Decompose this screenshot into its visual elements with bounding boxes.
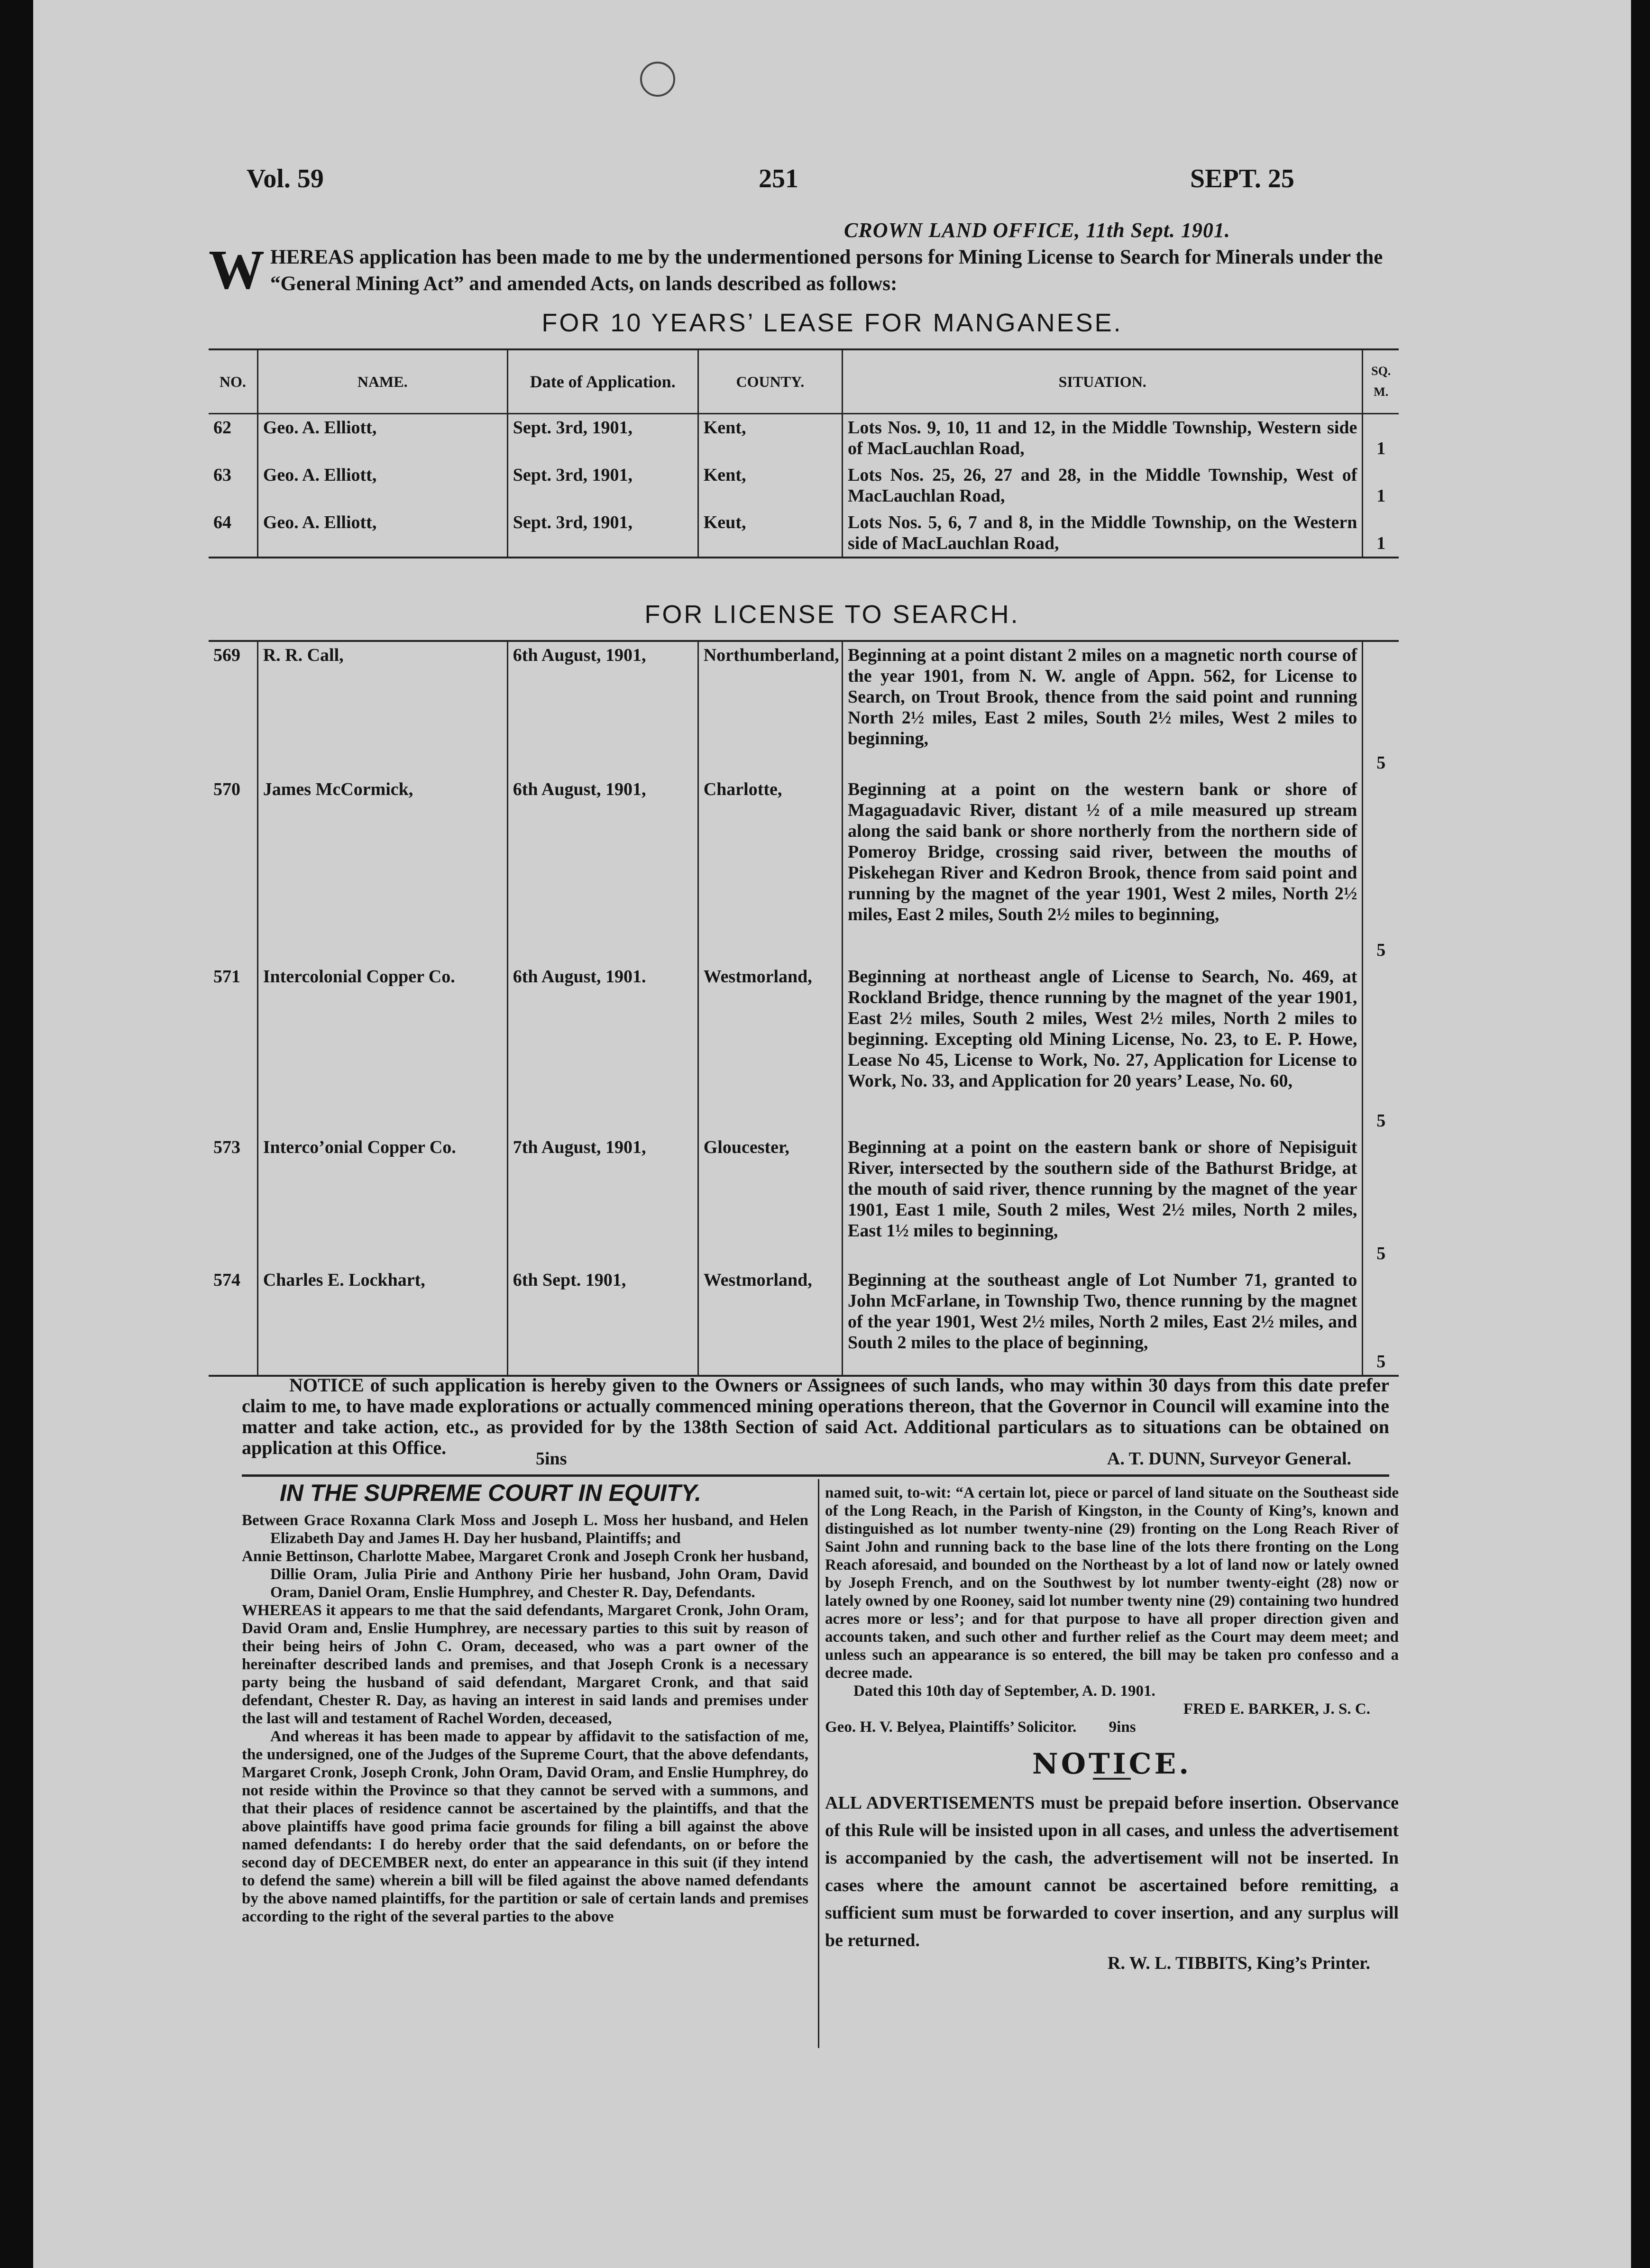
row-sqm: 1 <box>1363 462 1399 509</box>
row-name: Geo. A. Elliott, <box>257 509 507 558</box>
row-date: 6th August, 1901. <box>507 963 698 1134</box>
row-county: Westmorland, <box>698 1267 842 1376</box>
row-name: Geo. A. Elliott, <box>257 414 507 462</box>
court-title: IN THE SUPREME COURT IN EQUITY. <box>280 1480 702 1506</box>
row-county: Gloucester, <box>698 1134 842 1267</box>
row-date: Sept. 3rd, 1901, <box>507 462 698 509</box>
column-divider <box>818 1479 819 2048</box>
solicitor-line <box>825 1718 1399 1736</box>
mining-notice-paragraph: NOTICE of such application is hereby given to the Owners or Assignees of such lands, who may within 30 days from this date prefer claim to me, to have made explorations or actually commenced mining operations thereon, that the Governor in Council will examine into the matter and take action, etc., as provided for by the 138th Section of said Act. Additional particulars as to situations can be obtained on application at this Office. <box>242 1374 1389 1458</box>
row-name: R. R. Call, <box>257 641 507 776</box>
judge-signature: FRED E. BARKER, J. S. C. <box>1183 1701 1370 1718</box>
row-situation: Beginning at a point distant 2 miles on a magnetic north course of the year 1901, from N. W. angle of Appn. 562, for License to Search, on Trout Brook, thence from the said point and running North 2½ miles, East 2 miles, South 2½ miles, West 2 miles to beginning, <box>842 641 1362 776</box>
row-county: Kent, <box>698 462 842 509</box>
row-name: Geo. A. Elliott, <box>257 462 507 509</box>
row-date: 6th August, 1901, <box>507 641 698 776</box>
table-row <box>209 776 1399 963</box>
office-dateline: CROWN LAND OFFICE, 11th Sept. 1901. <box>844 219 1230 242</box>
table-row <box>209 462 1399 509</box>
row-date: 6th Sept. 1901, <box>507 1267 698 1376</box>
punch-hole <box>640 62 675 97</box>
page-number: 251 <box>759 164 798 193</box>
dropcap: W <box>209 238 265 301</box>
advertisement-notice-title: NOTICE. <box>1032 1747 1192 1781</box>
issue-date: SEPT. 25 <box>1190 164 1294 193</box>
row-no: 62 <box>213 418 231 438</box>
row-sqm: 1 <box>1363 414 1399 462</box>
row-sqm: 5 <box>1363 776 1399 963</box>
manganese-table <box>209 348 1399 558</box>
row-situation: Lots Nos. 25, 26, 27 and 28, in the Middle Township, West of MacLauchlan Road, <box>842 462 1362 509</box>
row-situation: Beginning at a point on the eastern bank or shore of Nepisiguit River, intersected by the southern side of the Bathurst Bridge, at the mouth of said river, thence running by the magnet of the year 1901, East 1 mile, South 2 miles, West 2½ miles, North 2 miles, East 1½ miles to beginning, <box>842 1134 1362 1267</box>
row-county: Charlotte, <box>698 776 842 963</box>
col-name: NAME. <box>257 349 507 414</box>
notice-insertions: 5ins <box>536 1449 567 1469</box>
table-row <box>209 963 1399 1134</box>
row-situation: Beginning at a point on the western bank or shore of Magaguadavic River, distant ½ of a mile measured up stream along the said bank or shore northerly from the northern side of Pomeroy Bridge, crossing said river, between the mouths of Piskehegan River and Kedron Brook, thence from said point and running by the magnet of the year 1901, West 2 miles, North 2½ miles, East 2 miles, South 2½ miles to beginning, <box>842 776 1362 963</box>
search-table <box>209 640 1399 1377</box>
table-row <box>209 509 1399 558</box>
row-county: Westmorland, <box>698 963 842 1134</box>
col-sqm: SQ. M. <box>1363 349 1399 414</box>
row-county: Kent, <box>698 414 842 462</box>
col-county: COUNTY. <box>698 349 842 414</box>
solicitor-name: Geo. H. V. Belyea, Plaintiffs’ Solicitor. <box>825 1719 1077 1736</box>
row-county: Keut, <box>698 509 842 558</box>
gazette-page <box>33 0 1631 2268</box>
court-notice-left-column <box>242 1480 808 1926</box>
row-no: 573 <box>213 1137 240 1157</box>
table-row <box>209 1267 1399 1376</box>
intro-text: HEREAS application has been made to me by the undermentioned persons for Mining License to Search for Minerals under the “General Mining Act” and amended Acts, on lands described as follows: <box>270 246 1383 295</box>
row-no: 574 <box>213 1270 240 1290</box>
advertisement-rules: ALL ADVERTISEMENTS must be prepaid before insertion. Observance of this Rule will be insisted upon in all cases, and unless the advertisement is accompanied by the cash, the advertisement will not be inserted. In cases where the amount cannot be ascertained before remitting, a sufficient sum must be forwarded to cover insertion, and any surplus will be returned. <box>825 1793 1399 1950</box>
court-dated: Dated this 10th day of September, A. D. 1901. <box>853 1683 1155 1700</box>
row-situation: Beginning at the southeast angle of Lot Number 71, granted to John McFarlane, in Township Two, thence running by the magnet of the year 1901, West 2½ miles, North 2 miles, East 2½ miles, and South 2 miles to the place of beginning, <box>842 1267 1362 1376</box>
table-row <box>209 641 1399 776</box>
row-no: 64 <box>213 512 231 532</box>
manganese-section-title: FOR 10 YEARS’ LEASE FOR MANGANESE. <box>541 309 1123 337</box>
row-date: Sept. 3rd, 1901, <box>507 509 698 558</box>
row-name: Interco’onial Copper Co. <box>257 1134 507 1267</box>
row-situation: Lots Nos. 5, 6, 7 and 8, in the Middle Township, on the Western side of MacLauchlan Road, <box>842 509 1362 558</box>
surveyor-signature: A. T. DUNN, Surveyor General. <box>1107 1449 1351 1469</box>
court-insertions: 9ins <box>1109 1719 1136 1736</box>
row-sqm: 1 <box>1363 509 1399 558</box>
row-name: Charles E. Lockhart, <box>257 1267 507 1376</box>
row-no: 571 <box>213 967 240 987</box>
row-sqm: 5 <box>1363 641 1399 776</box>
col-no: NO. <box>209 349 257 414</box>
intro-paragraph <box>209 238 1384 301</box>
row-county: Northumberland, <box>698 641 842 776</box>
row-name: Intercolonial Copper Co. <box>257 963 507 1134</box>
court-continuation: named suit, to-wit: “A certain lot, piece or parcel of land situate on the Southeast side of the Long Reach, in the Parish of Kingston, in the County of King’s, known and distinguished as lot number twenty-nine (29) fronting on the Long Reach River of Saint John and running back to the base line of the lots there fronting on the Long Reach aforesaid, and bounded on the Northeast by a lot of land now or lately owned by Joseph French, and on the Southwest by lot number twenty-eight (28) now or lately owned by one Rooney, said lot number twenty nine (29) containing two hundred acres more or less’; and for that purpose to have all proper direction given and accounts taken, and such other and further relief as the Court may deem meet; and unless such an appearance is so entered, the bill may be taken pro confesso and a decree made. <box>825 1484 1399 1682</box>
volume-label: Vol. 59 <box>247 164 324 193</box>
row-date: Sept. 3rd, 1901, <box>507 414 698 462</box>
row-name: James McCormick, <box>257 776 507 963</box>
row-date: 7th August, 1901, <box>507 1134 698 1267</box>
row-no: 63 <box>213 465 231 485</box>
row-no: 570 <box>213 779 240 799</box>
row-no: 569 <box>213 645 240 665</box>
col-situation: SITUATION. <box>842 349 1362 414</box>
table-row <box>209 1134 1399 1267</box>
col-date: Date of Application. <box>507 349 698 414</box>
row-situation: Beginning at northeast angle of License to Search, No. 469, at Rockland Bridge, thence running by the magnet of the year 1901, East 2½ miles, South 2 miles, West 2½ miles, North 2 miles to beginning. Excepting old Mining License, No. 23, to E. P. Howe, Lease No 45, License to Work, No. 27, Application for License to Work, No. 33, and Application for 20 years’ Lease, No. 60, <box>842 963 1362 1134</box>
row-sqm: 5 <box>1363 963 1399 1134</box>
right-column <box>825 1484 1399 1972</box>
court-whereas: WHEREAS it appears to me that the said defendants, Margaret Cronk, John Oram, David Oram and, Enslie Humphrey, are necessary parties to this suit by reason of their being heirs of John C. Oram, deceased, who was a part owner of the hereinafter described lands and premises, and that Joseph Cronk is a necessary party being the husband of said defendant, Margaret Cronk, and that said defendant, Chester R. Day, as having an interest in said lands and premises under the last will and testament of Rachel Worden, deceased, <box>242 1602 808 1727</box>
kings-printer: R. W. L. TIBBITS, King’s Printer. <box>1108 1953 1370 1973</box>
row-sqm: 5 <box>1363 1134 1399 1267</box>
row-date: 6th August, 1901, <box>507 776 698 963</box>
table-row <box>209 414 1399 462</box>
court-order: And whereas it has been made to appear by affidavit to the satisfaction of me, the undersigned, one of the Judges of the Supreme Court, that the above defendants, Margaret Cronk, Joseph Cronk, John Oram, David Oram, and Enslie Humphrey, do not reside within the Province so that they cannot be served with a summons, and that their places of residence cannot be ascertained by the plaintiffs, and that the above plaintiffs have good prima facie grounds for filing a bill against the above named defendants: I do hereby order that the said defendants, on or before the second day of DECEMBER next, do enter an appearance in this suit (if they intend to defend the same) wherein a bill will be filed against the above named defendants by the above named plaintiffs, for the partition or sale of certain lands and premises according to the right of the several parties to the above <box>242 1728 808 1925</box>
court-parties-defendants: Annie Bettinson, Charlotte Mabee, Margaret Cronk and Joseph Cronk her husband, Dillie Oram, Julia Pirie and Anthony Pirie her husband, John Oram, David Oram, Daniel Oram, Enslie Humphrey, and Chester R. Day, Defendants. <box>242 1548 808 1601</box>
section-divider <box>242 1474 1389 1477</box>
search-section-title: FOR LICENSE TO SEARCH. <box>644 600 1020 629</box>
court-parties-plaintiffs: Between Grace Roxanna Clark Moss and Joseph L. Moss her husband, and Helen Elizabeth Day and James H. Day her husband, Plaintiffs; and <box>242 1512 808 1547</box>
row-sqm: 5 <box>1363 1267 1399 1376</box>
row-situation: Lots Nos. 9, 10, 11 and 12, in the Middle Township, Western side of MacLauchlan Road, <box>842 414 1362 462</box>
